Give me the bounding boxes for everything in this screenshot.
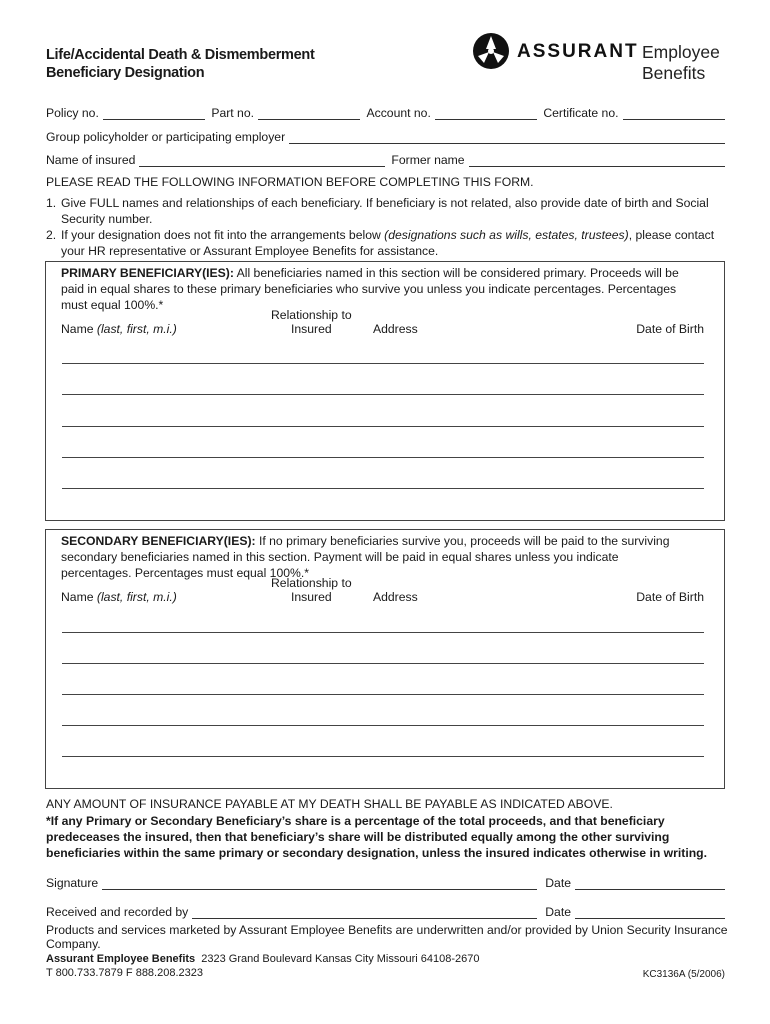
secondary-line-3[interactable] [62,694,704,695]
secondary-line-1[interactable] [62,632,704,633]
primary-line-5[interactable] [62,488,704,489]
instruction-item [46,227,736,259]
col-relationship: Relationship to Insured [271,576,352,604]
signature-field[interactable] [102,879,537,890]
insured-row [46,151,725,167]
former-name-label: Former name [391,153,465,167]
col-dob: Date of Birth [636,590,704,604]
col-address: Address [373,590,418,604]
account-no-label: Account no. [366,106,431,120]
payable-statement: ANY AMOUNT OF INSURANCE PAYABLE AT MY DEATH SHALL BE PAYABLE AS INDICATED ABOVE. [46,797,613,811]
account-no-field[interactable] [435,109,537,120]
company-address: Assurant Employee Benefits 2323 Grand Boulevard Kansas City Missouri 64108-2670 [46,953,480,965]
col-address: Address [373,322,418,336]
instruction-number: 1. [46,196,57,210]
group-policyholder-field[interactable] [289,133,725,144]
products-statement: Products and services marketed by Assurant Employee Benefits are underwritten and/or provided by Union Security Insurance Company. [46,923,728,951]
form-title [46,46,315,82]
signature-label: Signature [46,876,99,890]
received-date-label: Date [545,905,571,919]
col-relationship: Relationship to Insured [271,308,352,336]
logo-sub1: Employee [642,42,720,62]
instruction-text: Give FULL names and relationships of each beneficiary. If beneficiary is not related, also provide date of birth and Social Security number. [61,196,709,226]
col-name: Name (last, first, m.i.) [61,590,177,604]
primary-beneficiary-section [45,261,725,521]
primary-line-4[interactable] [62,457,704,458]
primary-line-2[interactable] [62,394,704,395]
secondary-line-2[interactable] [62,663,704,664]
form-title-line1: Life/Accidental Death & Dismemberment [46,47,315,63]
form-code: KC3136A (5/2006) [642,969,725,980]
signature-row [46,874,725,890]
col-name: Name (last, first, m.i.) [61,322,177,336]
secondary-line-4[interactable] [62,725,704,726]
received-date-field[interactable] [575,908,725,919]
signature-date-field[interactable] [575,879,725,890]
certificate-no-label: Certificate no. [543,106,619,120]
assurant-logo [472,32,732,84]
received-row [46,903,725,919]
name-of-insured-field[interactable] [139,156,385,167]
policy-row [46,104,725,120]
policy-no-field[interactable] [103,109,205,120]
logo-sub2: Benefits [642,63,706,83]
part-no-field[interactable] [258,109,360,120]
secondary-intro: SECONDARY BENEFICIARY(IES): If no primary beneficiaries survive you, proceeds will be paid to the surviving secondary beneficiaries named in this section. Payment will be paid in equal shares unless you indicate percentages. Percentages must equal 100%.* [61,534,670,580]
name-of-insured-label: Name of insured [46,153,136,167]
logo-subtitle [642,42,720,84]
primary-intro: PRIMARY BENEFICIARY(IES): All beneficiaries named in this section will be considered primary. Proceeds will be paid in equal shares to these primary beneficiaries who survive you unless you indicate percentages. Percentages must equal 100%.* [61,266,679,312]
logo-name: ASSURANT [517,41,639,62]
phone-fax: T 800.733.7879 F 888.208.2323 [46,967,203,979]
signature-date-label: Date [545,876,571,890]
group-row [46,128,725,144]
footnote: *If any Primary or Secondary Beneficiary’s share is a percentage of the total proceeds, and that beneficiary predeceases the insured, then that beneficiary’s share will be distributed equally among the other surviving beneficiaries within the same primary or secondary designation, unless the insured indicates otherwise in writing. [46,814,708,860]
instruction-text: If your designation does not fit into the arrangements below (designations such as wills, estates, trustees), please contact your HR representative or Assurant Employee Benefits for assistance. [61,228,715,258]
primary-line-3[interactable] [62,426,704,427]
group-policyholder-label: Group policyholder or participating employer [46,130,286,144]
former-name-field[interactable] [469,156,725,167]
secondary-beneficiary-section [45,529,725,789]
received-label: Received and recorded by [46,905,189,919]
form-title-line2: Beneficiary Designation [46,65,205,81]
primary-line-1[interactable] [62,363,704,364]
received-field[interactable] [192,908,537,919]
instruction-item [46,195,736,227]
col-dob: Date of Birth [636,322,704,336]
instructions-list [46,195,736,259]
assurant-logo-mark-icon [472,32,510,70]
secondary-line-5[interactable] [62,756,704,757]
policy-no-label: Policy no. [46,106,99,120]
instructions-heading: PLEASE READ THE FOLLOWING INFORMATION BEFORE COMPLETING THIS FORM. [46,175,534,189]
part-no-label: Part no. [211,106,254,120]
instruction-number: 2. [46,228,57,242]
certificate-no-field[interactable] [623,109,725,120]
